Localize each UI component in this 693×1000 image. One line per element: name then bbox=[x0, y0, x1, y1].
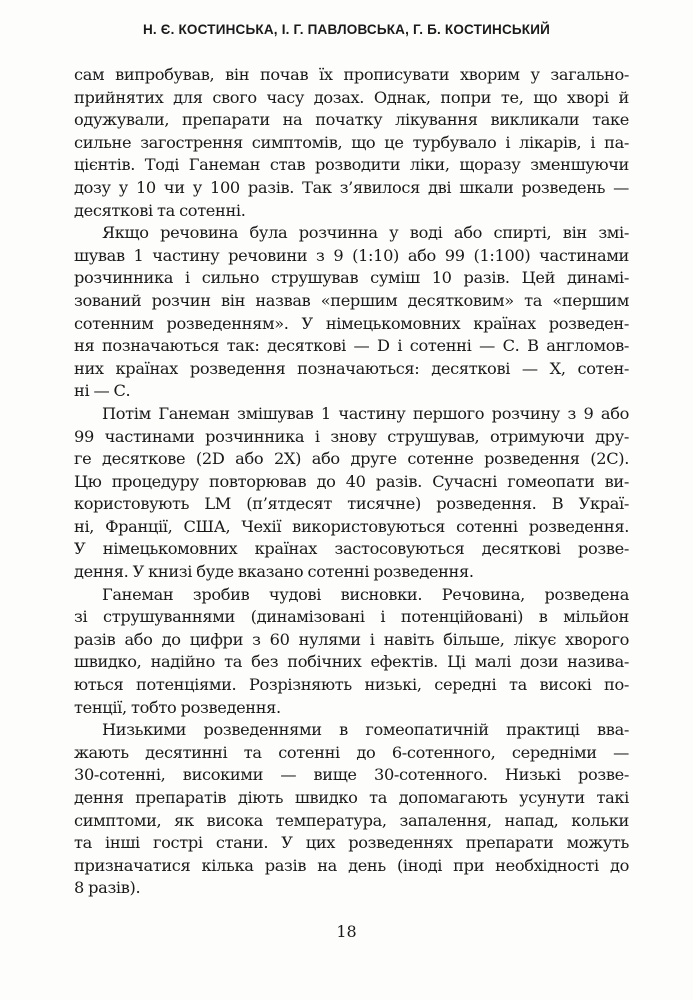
text-line: ються потенціями. Розрізняють низькі, середні та високі по- bbox=[74, 675, 629, 695]
paragraph-2 bbox=[74, 222, 629, 403]
text-line: 30-сотенні, високими — вище 30-сотенного. Низькі розве- bbox=[74, 765, 629, 785]
paragraph-4 bbox=[74, 584, 629, 720]
text-line: ня позначаються так: десяткові — D і сотенні — С. В англомов- bbox=[74, 336, 629, 356]
paragraph-3 bbox=[74, 403, 629, 584]
text-line: розчинника і сильно струшував суміш 10 разів. Цей динамі- bbox=[74, 268, 629, 288]
text-line: ні, Франції, США, Чехії використовуються сотенні розведення. bbox=[74, 516, 629, 536]
paragraph-5 bbox=[74, 719, 629, 900]
text-line: дення препаратів діють швидко та допомагають усунути такі bbox=[74, 788, 629, 807]
text-line: зі струшуваннями (динамізовані і потенційовані) в мільйон bbox=[74, 607, 629, 627]
text-line: жають десятинні та сотенні до 6-сотенного, середніми — bbox=[74, 742, 629, 762]
text-line: Ганеман зробив чудові висновки. Речовина, розведена bbox=[102, 584, 629, 604]
text-line: дення. У книзі буде вказано сотенні розведення. bbox=[74, 562, 474, 582]
text-line: 8 разів). bbox=[74, 878, 141, 898]
page-number: 18 bbox=[336, 922, 357, 941]
text-line: Потім Ганеман змішував 1 частину першого розчину з 9 або bbox=[102, 403, 629, 423]
text-line: зований розчин він назвав «першим десятковим» та «першим bbox=[74, 290, 629, 310]
text-line: одужували, препарати на початку лікування викликали таке bbox=[74, 110, 629, 130]
text-line: шував 1 частину речовини з 9 (1:10) або 99 (1:100) частинами bbox=[74, 245, 629, 265]
text-line: призначатися кілька разів на день (іноді при необхідності до bbox=[74, 855, 629, 875]
text-line: У німецькомовних країнах застосовуються десяткові розве- bbox=[74, 539, 629, 559]
text-line: Якщо речовина була розчинна у воді або спирті, він змі- bbox=[102, 223, 629, 243]
text-line: тенції, тобто розведення. bbox=[74, 697, 281, 717]
text-line: сильне загострення симптомів, що це турбувало і лікарів, і па- bbox=[74, 132, 629, 152]
text-line: та інші гострі стани. У цих розведеннях препарати можуть bbox=[74, 833, 629, 853]
body-text bbox=[74, 64, 629, 900]
running-header: Н. Є. КОСТИНСЬКА, І. Г. ПАВЛОВСЬКА, Г. Б. КОСТИНСЬКИЙ bbox=[142, 22, 551, 37]
text-line: Низькими розведеннями в гомеопатичній практиці вва- bbox=[102, 720, 629, 740]
text-line: сам випробував, він почав їх прописувати хворим у загально- bbox=[74, 65, 629, 84]
text-line: користовують LM (п’ятдесят тисячне) розведення. В Украї- bbox=[74, 494, 629, 514]
text-line: 99 частинами розчинника і знову струшував, отримуючи дру- bbox=[74, 426, 629, 446]
text-line: ге десяткове (2D або 2X) або друге сотенне розведення (2С). bbox=[74, 449, 629, 469]
text-line: симптоми, як висока температура, запалення, напад, кольки bbox=[74, 810, 629, 830]
text-line: десяткові та сотенні. bbox=[74, 200, 246, 220]
text-line: Цю процедуру повторював до 40 разів. Сучасні гомеопати ви- bbox=[74, 471, 629, 491]
text-line: прийнятих для свого часу дозах. Однак, попри те, що хворі й bbox=[74, 87, 629, 107]
text-line: сотенним розведенням». У німецькомовних країнах розведен- bbox=[74, 313, 629, 333]
text-line: швидко, надійно та без побічних ефектів. Ці малі дози назива- bbox=[74, 652, 629, 672]
text-line: цієнтів. Тоді Ганеман став розводити ліки, щоразу зменшуючи bbox=[74, 155, 629, 175]
text-line: разів або до цифри з 60 нулями і навіть більше, лікує хворого bbox=[74, 629, 629, 649]
text-line: дозу у 10 чи у 100 разів. Так з’явилося дві шкали розведень — bbox=[74, 177, 629, 197]
text-line: них країнах розведення позначаються: десяткові — Х, сотен- bbox=[74, 358, 629, 378]
paragraph-1 bbox=[74, 64, 629, 222]
text-line: ні — С. bbox=[74, 381, 131, 401]
